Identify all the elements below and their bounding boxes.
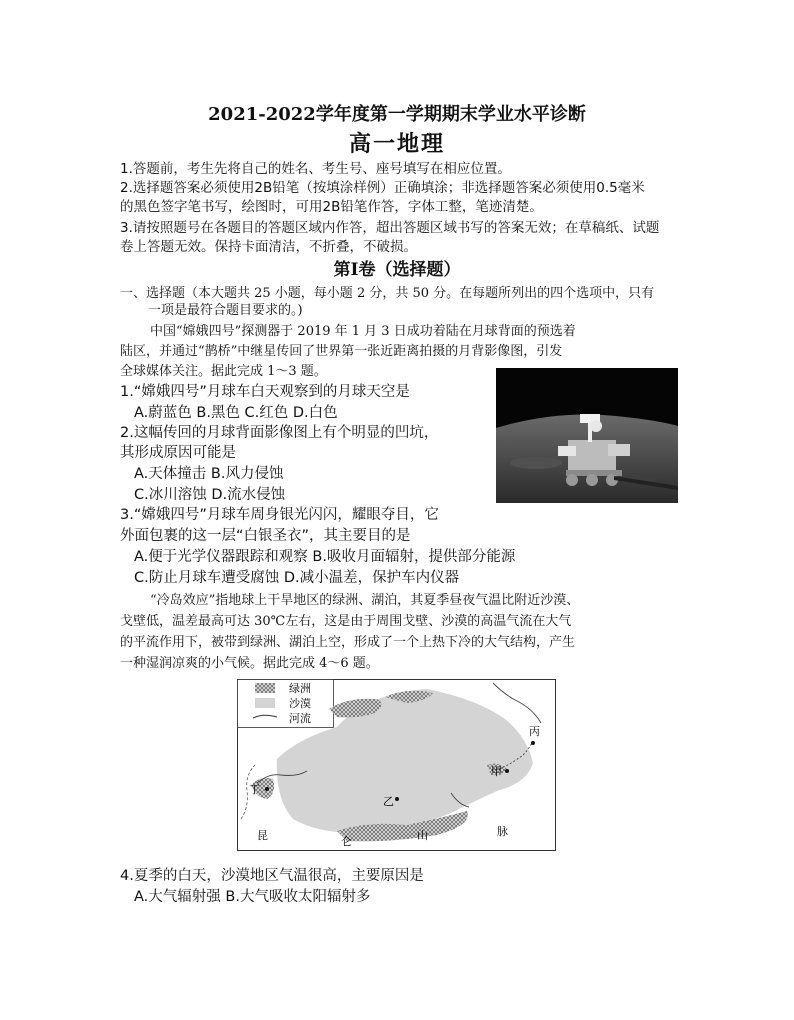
point-ding [265,787,269,791]
mountain-char: 昆 [257,829,268,842]
mountain-char: 山 [417,829,428,842]
point-yi-label: 乙 [383,795,394,808]
question-2-stem: 2.这幅传回的月球背面影像图上有个明显的凹坑， [120,425,439,441]
question-4-stem: 4.夏季的白天，沙漠地区气温很高，主要原因是 [120,868,424,884]
legend-desert-swatch [255,698,275,708]
question-2-options: A.天体撞击 B.风力侵蚀 [134,466,284,482]
legend-oasis-swatch [255,683,275,693]
point-ding-label: 丁 [249,783,260,796]
question-4-options: A.大气辐射强 B.大气吸收太阳辐射多 [134,889,371,905]
question-3-options: C.防止月球车遭受腐蚀 D.减小温差，保护车内仪器 [134,570,460,586]
mountain-char: 脉 [497,825,508,838]
question-2-stem: 其形成原因可能是 [120,445,236,461]
mountain-char: 仑 [341,835,352,848]
passage-line: 中国“嫦娥四号”探测器于 2019 年 1 月 3 日成功着陆在月球背面的预选着 [150,324,576,339]
section-title: 第Ⅰ卷（选择题） [333,260,461,280]
question-2-options: C.冰川溶蚀 D.流水侵蚀 [134,487,286,503]
question-1-stem: 1.“嫦娥四号”月球车白天观察到的月球天空是 [120,384,410,400]
question-1-options: A.蔚蓝色 B.黑色 C.红色 D.白色 [134,405,338,421]
question-3-stem: 3.“嫦娥四号”月球车周身银光闪闪，耀眼夺目，它 [120,507,439,523]
instruction-line: 一、选择题（本大题共 25 小题，每小题 2 分，共 50 分。在每题所列出的四个选项中，只有 [120,286,655,301]
instruction-line: 一项是最符合题目要求的。) [148,303,303,318]
point-jia-label: 甲 [491,765,502,778]
passage-line: “冷岛效应”指地球上干旱地区的绿洲、湖泊，其夏季昼夜气温比附近沙漠、 [150,593,580,608]
point-bing-label: 丙 [529,725,540,738]
note-line: 卷上答题无效。保持卡面清洁，不折叠，不破损。 [120,239,417,255]
note-line: 2.选择题答案必须使用2B铅笔（按填涂样例）正确填涂；非选择题答案必须使用0.5毫米 [120,180,645,196]
passage-line: 一种湿润凉爽的小气候。据此完成 4～6 题。 [120,656,379,671]
passage-line: 陆区，并通过“鹊桥”中继星传回了世界第一张近距离拍摄的月背影像图，引发 [120,344,563,359]
cold-island-map [237,679,556,851]
point-yi [395,797,399,801]
legend-river-label: 河流 [289,712,311,725]
passage-line: 的平流作用下，被带到绿洲、湖泊上空，形成了一个上热下冷的大气结构，产生 [120,635,576,650]
legend-oasis-label: 绿洲 [289,682,311,695]
legend-desert-label: 沙漠 [289,697,311,710]
subject-title: 高一地理 [348,131,445,157]
point-bing [531,741,535,745]
point-jia [505,769,509,773]
question-3-stem: 外面包裹的这一层“白银圣衣”，其主要目的是 [120,528,411,544]
moon-rover-photo [496,368,678,503]
note-line: 1.答题前，考生先将自己的姓名、考生号、座号填写在相应位置。 [120,161,511,177]
note-line: 的黑色签字笔书写，绘图时，可用2B铅笔作答，字体工整，笔迹清楚。 [120,199,543,215]
passage-line: 戈壁低，温差最高可达 30℃左右，这是由于周围戈壁、沙漠的高温气流在大气 [120,614,572,629]
note-line: 3.请按照题号在各题目的答题区域内作答，超出答题区域书写的答案无效；在草稿纸、试题 [120,220,660,236]
passage-line: 全球媒体关注。据此完成 1～3 题。 [120,364,327,379]
question-3-options: A.便于光学仪器跟踪和观察 B.吸收月面辐射，提供部分能源 [134,549,516,565]
exam-title: 2021-2022学年度第一学期期末学业水平诊断 [208,104,586,125]
